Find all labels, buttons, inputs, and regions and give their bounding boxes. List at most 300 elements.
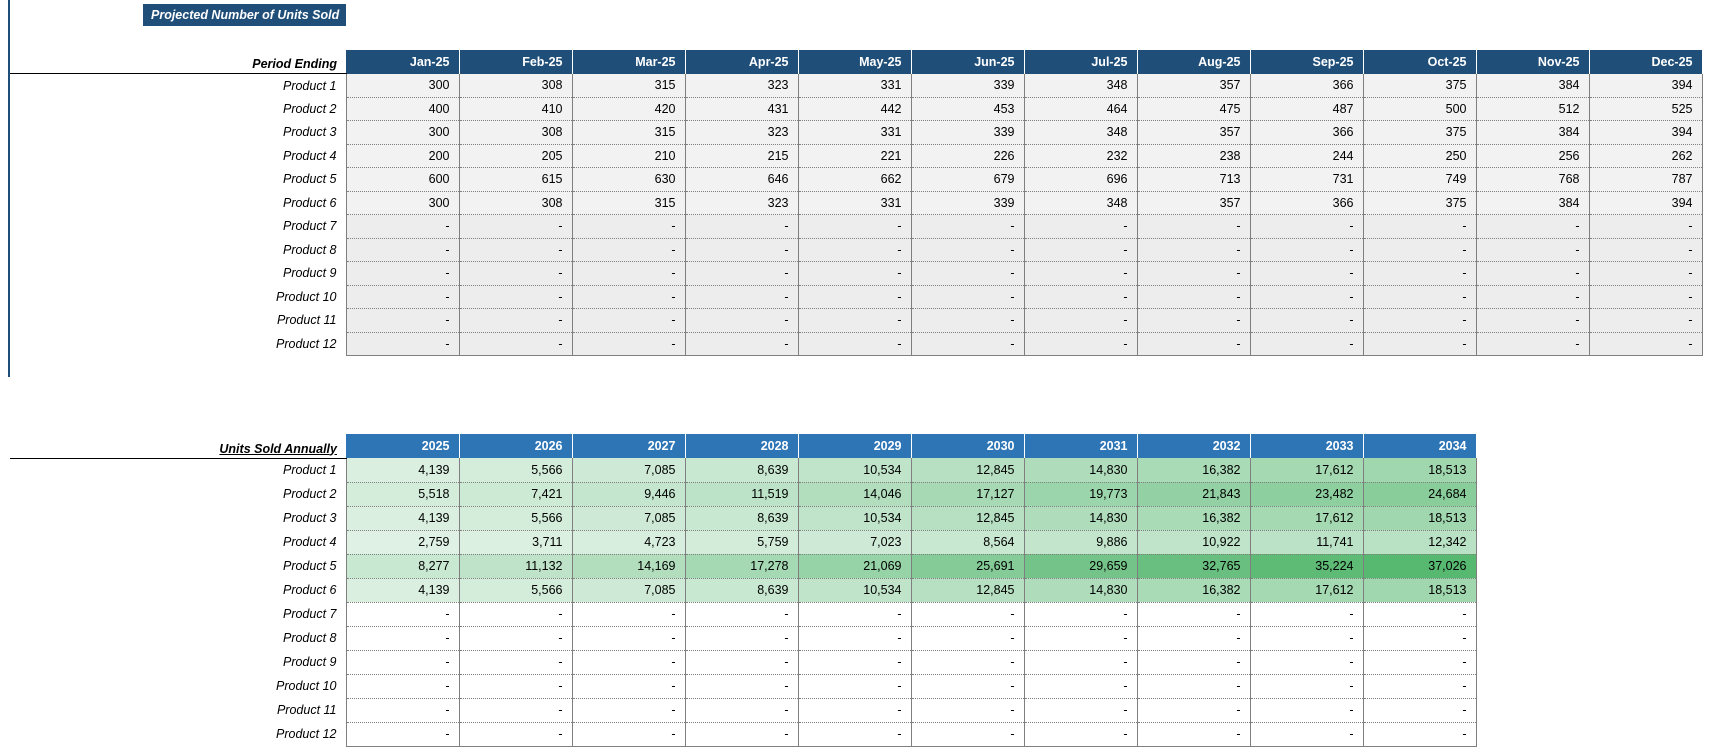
cell-value: 200: [346, 144, 459, 168]
row-label: Product 4: [282, 535, 337, 549]
cell-value: -: [572, 309, 685, 333]
cell-value: 331: [798, 191, 911, 215]
cell-value: -: [1363, 698, 1476, 722]
table-row: [10, 602, 1476, 626]
cell-value: -: [1250, 650, 1363, 674]
cell-value: -: [459, 650, 572, 674]
cell-value: 5,566: [459, 458, 572, 482]
cell-value: 14,169: [572, 554, 685, 578]
cell-value: -: [798, 698, 911, 722]
cell-value: -: [346, 722, 459, 746]
cell-value: 7,023: [798, 530, 911, 554]
cell-value: 600: [346, 168, 459, 192]
cell-value: -: [1137, 722, 1250, 746]
cell-value: 25,691: [911, 554, 1024, 578]
cell-value: -: [1024, 332, 1137, 356]
cell-value: -: [572, 698, 685, 722]
cell-value: -: [911, 650, 1024, 674]
cell-value: 215: [685, 144, 798, 168]
row-label: Product 10: [276, 679, 337, 693]
cell-value: 339: [911, 191, 1024, 215]
cell-value: 713: [1137, 168, 1250, 192]
table-row: [10, 238, 1702, 262]
cell-value: -: [346, 698, 459, 722]
cell-value: 323: [685, 191, 798, 215]
cell-value: 4,139: [346, 578, 459, 602]
cell-value: -: [1589, 332, 1702, 356]
cell-value: 308: [459, 74, 572, 98]
cell-value: -: [911, 262, 1024, 286]
cell-value: 4,723: [572, 530, 685, 554]
cell-value: -: [459, 722, 572, 746]
cell-value: 525: [1589, 97, 1702, 121]
cell-value: -: [911, 309, 1024, 333]
row-label: Product 6: [282, 195, 337, 210]
cell-value: 23,482: [1250, 482, 1363, 506]
row-label: Product 9: [282, 266, 337, 281]
cell-value: 8,639: [685, 458, 798, 482]
cell-value: 12,342: [1363, 530, 1476, 554]
row-label: Product 4: [282, 148, 337, 163]
row-label: Product 5: [282, 172, 337, 187]
cell-value: -: [1363, 215, 1476, 239]
cell-value: -: [911, 332, 1024, 356]
cell-value: -: [911, 698, 1024, 722]
cell-value: 315: [572, 74, 685, 98]
cell-value: -: [346, 626, 459, 650]
monthly-column-header: May-25: [798, 50, 911, 74]
cell-value: -: [1589, 285, 1702, 309]
table-row: [10, 309, 1702, 333]
cell-value: -: [459, 309, 572, 333]
cell-value: -: [572, 626, 685, 650]
cell-value: -: [798, 238, 911, 262]
cell-value: 464: [1024, 97, 1137, 121]
cell-value: 679: [911, 168, 1024, 192]
cell-value: 300: [346, 74, 459, 98]
annual-column-header: 2029: [798, 434, 911, 458]
cell-value: -: [685, 626, 798, 650]
cell-value: 453: [911, 97, 1024, 121]
cell-value: -: [346, 309, 459, 333]
cell-value: -: [1363, 722, 1476, 746]
cell-value: 787: [1589, 168, 1702, 192]
table-row: [10, 482, 1476, 506]
cell-value: -: [1137, 602, 1250, 626]
cell-value: -: [572, 332, 685, 356]
cell-value: -: [346, 215, 459, 239]
cell-value: 357: [1137, 191, 1250, 215]
cell-value: -: [1363, 309, 1476, 333]
cell-value: -: [346, 332, 459, 356]
monthly-row-header-label: Period Ending: [10, 50, 346, 74]
cell-value: -: [459, 215, 572, 239]
annual-header-row: [10, 434, 1476, 458]
cell-value: -: [1024, 215, 1137, 239]
cell-value: -: [685, 285, 798, 309]
cell-value: -: [1363, 674, 1476, 698]
cell-value: 232: [1024, 144, 1137, 168]
cell-value: 37,026: [1363, 554, 1476, 578]
cell-value: -: [798, 285, 911, 309]
cell-value: -: [346, 674, 459, 698]
cell-value: -: [572, 674, 685, 698]
cell-value: 315: [572, 191, 685, 215]
cell-value: 615: [459, 168, 572, 192]
row-label: Product 12: [276, 727, 337, 741]
monthly-column-header: Aug-25: [1137, 50, 1250, 74]
cell-value: 768: [1476, 168, 1589, 192]
cell-value: -: [1137, 332, 1250, 356]
cell-value: -: [798, 626, 911, 650]
row-label: Product 8: [282, 631, 337, 645]
cell-value: -: [685, 698, 798, 722]
cell-value: 366: [1250, 191, 1363, 215]
cell-value: -: [1250, 309, 1363, 333]
cell-value: 731: [1250, 168, 1363, 192]
table-row: [10, 674, 1476, 698]
monthly-body: [10, 74, 1702, 356]
cell-value: 2,759: [346, 530, 459, 554]
cell-value: -: [1476, 238, 1589, 262]
table-row: [10, 121, 1702, 145]
monthly-column-header: Jan-25: [346, 50, 459, 74]
cell-value: -: [1137, 674, 1250, 698]
cell-value: -: [572, 238, 685, 262]
cell-value: -: [1589, 215, 1702, 239]
cell-value: 205: [459, 144, 572, 168]
annual-column-header: 2030: [911, 434, 1024, 458]
cell-value: -: [1137, 650, 1250, 674]
cell-value: 749: [1363, 168, 1476, 192]
cell-value: 339: [911, 74, 1024, 98]
cell-value: -: [459, 602, 572, 626]
cell-value: 315: [572, 121, 685, 145]
table-row: [10, 144, 1702, 168]
cell-value: -: [798, 309, 911, 333]
cell-value: -: [911, 285, 1024, 309]
annual-column-header: 2026: [459, 434, 572, 458]
cell-value: 4,139: [346, 506, 459, 530]
section-title: Projected Number of Units Sold: [143, 4, 346, 26]
cell-value: -: [1137, 698, 1250, 722]
cell-value: 357: [1137, 74, 1250, 98]
cell-value: 696: [1024, 168, 1137, 192]
cell-value: 19,773: [1024, 482, 1137, 506]
table-row: [10, 262, 1702, 286]
row-label: Product 11: [276, 703, 337, 717]
row-label: Product 6: [282, 583, 337, 597]
cell-value: -: [459, 285, 572, 309]
annual-column-header: 2034: [1363, 434, 1476, 458]
cell-value: -: [1589, 309, 1702, 333]
cell-value: 262: [1589, 144, 1702, 168]
cell-value: 17,612: [1250, 578, 1363, 602]
cell-value: 357: [1137, 121, 1250, 145]
cell-value: 646: [685, 168, 798, 192]
cell-value: -: [911, 626, 1024, 650]
monthly-column-header: Apr-25: [685, 50, 798, 74]
cell-value: 375: [1363, 74, 1476, 98]
cell-value: 630: [572, 168, 685, 192]
annual-column-header: 2031: [1024, 434, 1137, 458]
cell-value: -: [798, 332, 911, 356]
row-label: Product 7: [282, 607, 337, 621]
cell-value: -: [1363, 238, 1476, 262]
cell-value: -: [911, 674, 1024, 698]
cell-value: 210: [572, 144, 685, 168]
cell-value: -: [459, 698, 572, 722]
cell-value: 7,085: [572, 578, 685, 602]
monthly-column-header: Dec-25: [1589, 50, 1702, 74]
row-label: Product 1: [282, 463, 337, 478]
monthly-column-header: Jul-25: [1024, 50, 1137, 74]
table-row: [10, 97, 1702, 121]
cell-value: 12,845: [911, 458, 1024, 482]
annual-units-table: [10, 434, 1477, 747]
cell-value: 394: [1589, 191, 1702, 215]
monthly-column-header: Feb-25: [459, 50, 572, 74]
cell-value: -: [1137, 238, 1250, 262]
cell-value: 420: [572, 97, 685, 121]
cell-value: -: [1363, 626, 1476, 650]
cell-value: -: [685, 650, 798, 674]
table-row: [10, 458, 1476, 482]
cell-value: -: [459, 332, 572, 356]
cell-value: -: [346, 285, 459, 309]
table-row: [10, 74, 1702, 98]
cell-value: 512: [1476, 97, 1589, 121]
cell-value: -: [685, 722, 798, 746]
annual-column-header: 2032: [1137, 434, 1250, 458]
table-row: [10, 698, 1476, 722]
monthly-column-header: Oct-25: [1363, 50, 1476, 74]
cell-value: 244: [1250, 144, 1363, 168]
cell-value: 662: [798, 168, 911, 192]
annual-column-header: 2033: [1250, 434, 1363, 458]
cell-value: -: [572, 262, 685, 286]
cell-value: -: [572, 602, 685, 626]
cell-value: 331: [798, 121, 911, 145]
cell-value: 5,566: [459, 578, 572, 602]
table-row: [10, 215, 1702, 239]
annual-column-header: 2027: [572, 434, 685, 458]
cell-value: -: [1250, 285, 1363, 309]
cell-value: 4,139: [346, 458, 459, 482]
cell-value: 323: [685, 121, 798, 145]
table-row: [10, 650, 1476, 674]
row-label: Product 3: [282, 511, 337, 525]
table-row: [10, 722, 1476, 746]
row-label: Product 9: [282, 655, 337, 669]
cell-value: 9,886: [1024, 530, 1137, 554]
cell-value: 300: [346, 191, 459, 215]
table-row: [10, 191, 1702, 215]
cell-value: 300: [346, 121, 459, 145]
cell-value: 8,639: [685, 578, 798, 602]
cell-value: 308: [459, 191, 572, 215]
cell-value: -: [1363, 650, 1476, 674]
cell-value: -: [346, 262, 459, 286]
cell-value: 21,069: [798, 554, 911, 578]
cell-value: 500: [1363, 97, 1476, 121]
cell-value: -: [346, 238, 459, 262]
row-label: Product 5: [282, 559, 337, 573]
row-label: Product 11: [276, 313, 337, 328]
annual-body: [10, 458, 1476, 746]
row-label: Product 8: [282, 242, 337, 257]
cell-value: -: [685, 262, 798, 286]
cell-value: 221: [798, 144, 911, 168]
row-label: Product 3: [282, 125, 337, 140]
cell-value: -: [685, 332, 798, 356]
cell-value: -: [1024, 285, 1137, 309]
cell-value: 339: [911, 121, 1024, 145]
cell-value: -: [572, 285, 685, 309]
cell-value: 250: [1363, 144, 1476, 168]
cell-value: 18,513: [1363, 578, 1476, 602]
monthly-units-table: [10, 50, 1703, 356]
cell-value: -: [572, 215, 685, 239]
cell-value: 475: [1137, 97, 1250, 121]
row-label: Product 10: [276, 289, 337, 304]
annual-row-header-label: Units Sold Annually: [10, 434, 346, 458]
cell-value: 3,711: [459, 530, 572, 554]
cell-value: -: [1024, 722, 1137, 746]
cell-value: -: [1476, 262, 1589, 286]
cell-value: 14,830: [1024, 506, 1137, 530]
cell-value: -: [1250, 332, 1363, 356]
cell-value: 29,659: [1024, 554, 1137, 578]
cell-value: 14,046: [798, 482, 911, 506]
cell-value: 17,612: [1250, 458, 1363, 482]
monthly-column-header: Jun-25: [911, 50, 1024, 74]
cell-value: 400: [346, 97, 459, 121]
cell-value: 16,382: [1137, 506, 1250, 530]
cell-value: 8,639: [685, 506, 798, 530]
cell-value: -: [1250, 238, 1363, 262]
cell-value: -: [1363, 285, 1476, 309]
cell-value: 21,843: [1137, 482, 1250, 506]
row-label: Product 7: [282, 219, 337, 234]
cell-value: 384: [1476, 191, 1589, 215]
cell-value: -: [685, 309, 798, 333]
cell-value: -: [911, 238, 1024, 262]
cell-value: 7,085: [572, 506, 685, 530]
table-row: [10, 332, 1702, 356]
cell-value: -: [685, 215, 798, 239]
cell-value: 366: [1250, 74, 1363, 98]
cell-value: -: [1250, 674, 1363, 698]
cell-value: 323: [685, 74, 798, 98]
cell-value: 384: [1476, 74, 1589, 98]
cell-value: 238: [1137, 144, 1250, 168]
cell-value: -: [572, 722, 685, 746]
cell-value: -: [1589, 238, 1702, 262]
cell-value: 394: [1589, 74, 1702, 98]
cell-value: -: [459, 238, 572, 262]
cell-value: 17,612: [1250, 506, 1363, 530]
cell-value: 431: [685, 97, 798, 121]
cell-value: 5,759: [685, 530, 798, 554]
cell-value: -: [1024, 309, 1137, 333]
cell-value: -: [1363, 602, 1476, 626]
cell-value: 24,684: [1363, 482, 1476, 506]
cell-value: 5,518: [346, 482, 459, 506]
cell-value: 8,277: [346, 554, 459, 578]
cell-value: -: [1476, 285, 1589, 309]
cell-value: 10,534: [798, 458, 911, 482]
cell-value: 12,845: [911, 578, 1024, 602]
cell-value: -: [1024, 602, 1137, 626]
cell-value: -: [1476, 332, 1589, 356]
cell-value: 442: [798, 97, 911, 121]
annual-column-header: 2028: [685, 434, 798, 458]
cell-value: 5,566: [459, 506, 572, 530]
monthly-column-header: Nov-25: [1476, 50, 1589, 74]
cell-value: -: [459, 262, 572, 286]
cell-value: -: [798, 215, 911, 239]
table-row: [10, 530, 1476, 554]
cell-value: 394: [1589, 121, 1702, 145]
table-row: [10, 506, 1476, 530]
cell-value: -: [911, 602, 1024, 626]
cell-value: 14,830: [1024, 458, 1137, 482]
monthly-header-row: [10, 50, 1702, 74]
cell-value: -: [1476, 309, 1589, 333]
cell-value: 35,224: [1250, 554, 1363, 578]
cell-value: -: [1024, 698, 1137, 722]
cell-value: 348: [1024, 121, 1137, 145]
cell-value: 375: [1363, 191, 1476, 215]
cell-value: 308: [459, 121, 572, 145]
cell-value: -: [911, 722, 1024, 746]
table-row: [10, 554, 1476, 578]
annual-column-header: 2025: [346, 434, 459, 458]
cell-value: 12,845: [911, 506, 1024, 530]
cell-value: 18,513: [1363, 458, 1476, 482]
cell-value: -: [798, 722, 911, 746]
cell-value: 11,741: [1250, 530, 1363, 554]
cell-value: -: [1476, 215, 1589, 239]
cell-value: 366: [1250, 121, 1363, 145]
cell-value: -: [1024, 262, 1137, 286]
table-row: [10, 168, 1702, 192]
cell-value: -: [911, 215, 1024, 239]
cell-value: -: [1024, 238, 1137, 262]
cell-value: -: [1250, 215, 1363, 239]
cell-value: 348: [1024, 74, 1137, 98]
cell-value: 410: [459, 97, 572, 121]
cell-value: 384: [1476, 121, 1589, 145]
cell-value: 7,085: [572, 458, 685, 482]
cell-value: 16,382: [1137, 458, 1250, 482]
cell-value: -: [572, 650, 685, 674]
cell-value: -: [1137, 215, 1250, 239]
cell-value: -: [1250, 262, 1363, 286]
cell-value: -: [346, 650, 459, 674]
cell-value: -: [1589, 262, 1702, 286]
cell-value: -: [1250, 626, 1363, 650]
cell-value: 10,534: [798, 506, 911, 530]
cell-value: -: [1363, 262, 1476, 286]
cell-value: 10,922: [1137, 530, 1250, 554]
row-label: Product 1: [282, 78, 337, 93]
cell-value: -: [1137, 285, 1250, 309]
cell-value: 487: [1250, 97, 1363, 121]
table-row: [10, 626, 1476, 650]
row-label: Product 12: [276, 336, 337, 351]
